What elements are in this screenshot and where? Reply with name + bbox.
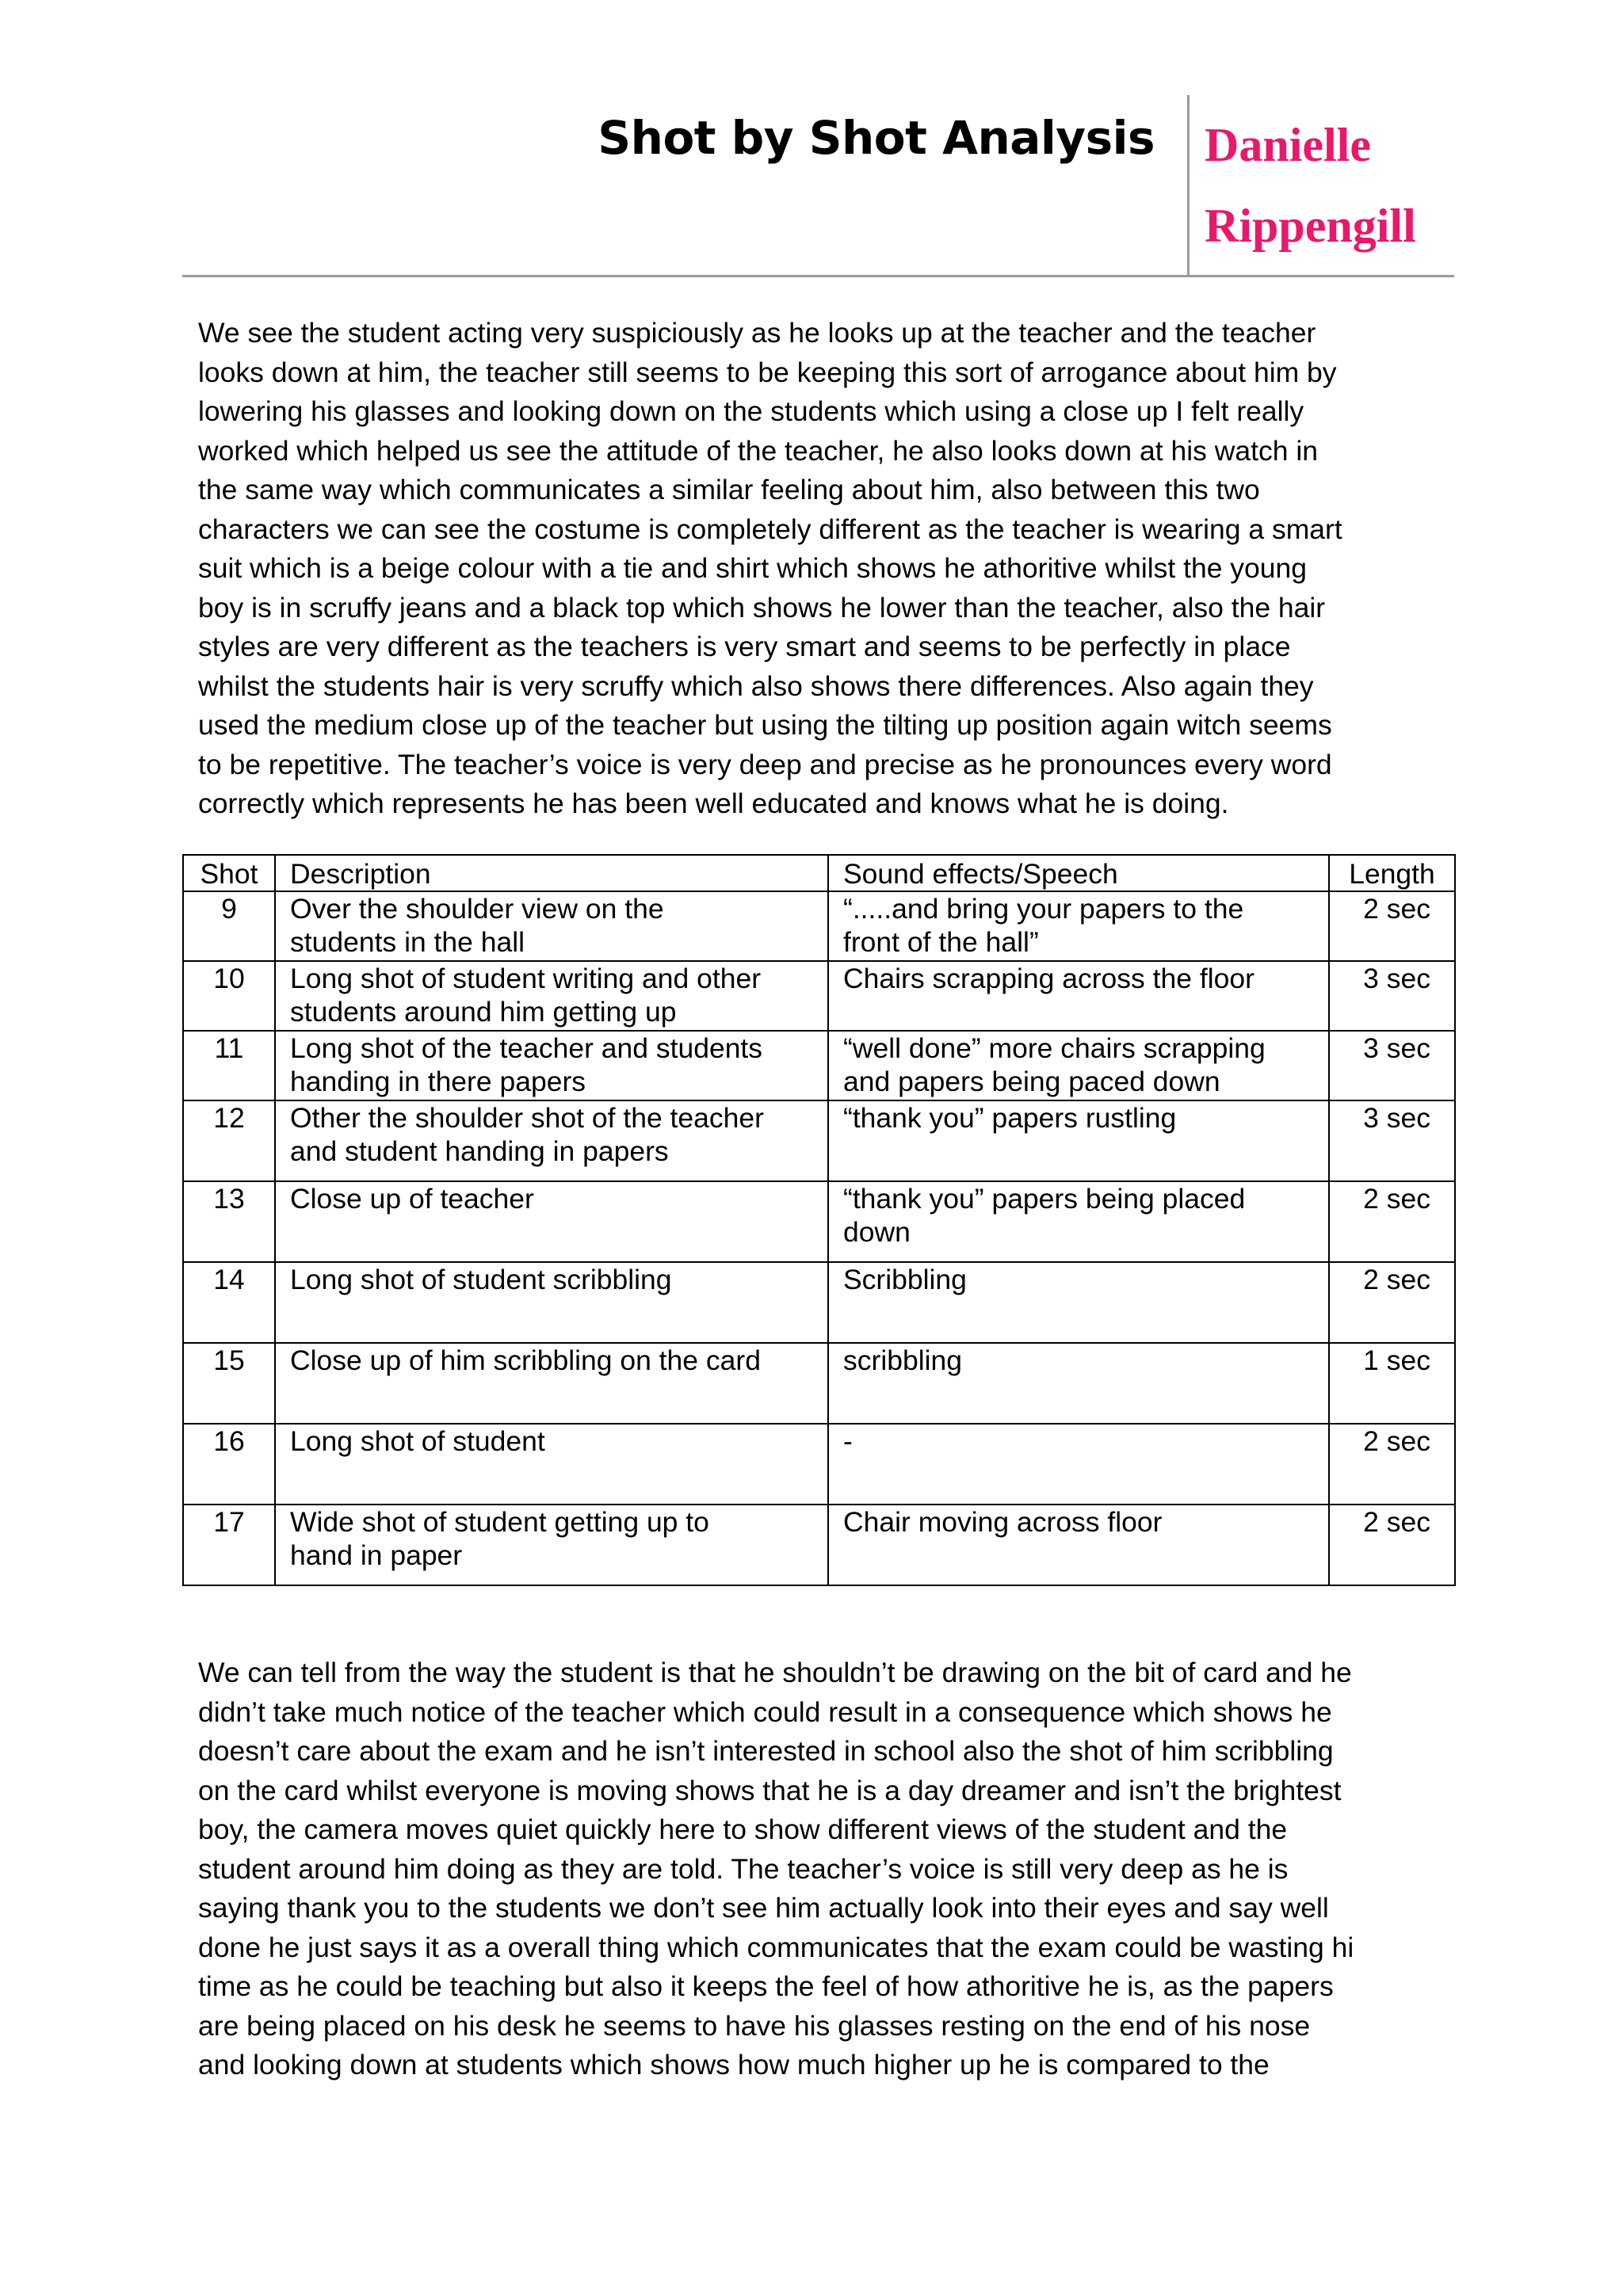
cell-sound — [828, 891, 1329, 961]
paragraph-line: boy is in scruffy jeans and a black top which shows he lower than the teacher, also the hair — [198, 591, 1326, 624]
paragraph-line: saying thank you to the students we don’t see him actually look into their eyes and say well — [198, 1892, 1329, 1924]
cell-sound — [828, 1181, 1329, 1262]
description-line: Long shot of student — [290, 1425, 545, 1457]
description-line: Long shot of student writing and other — [290, 963, 762, 994]
cell-description — [275, 961, 828, 1031]
author-name — [1205, 105, 1416, 266]
paragraph-line: We can tell from the way the student is that he shouldn’t be drawing on the bit of card and he — [198, 1657, 1352, 1688]
paragraph-line: lowering his glasses and looking down on the students which using a close up I felt really — [198, 395, 1304, 427]
sound-line: scribbling — [843, 1344, 962, 1376]
author-first-name: Danielle — [1205, 119, 1371, 171]
table-row — [183, 1424, 1455, 1505]
sound-line: “thank you” papers being placed — [843, 1183, 1246, 1215]
table-row — [183, 1031, 1455, 1100]
cell-sound — [828, 1424, 1329, 1505]
table-row — [183, 961, 1455, 1031]
cell-sound — [828, 1100, 1329, 1181]
paragraph-line: worked which helped us see the attitude of the teacher, he also looks down at his watch in — [198, 434, 1318, 467]
paragraph-line: student around him doing as they are told. The teacher’s voice is still very deep as he is — [198, 1852, 1289, 1885]
paragraph-line: to be repetitive. The teacher’s voice is very deep and precise as he pronounces every word — [198, 748, 1332, 780]
sound-line: “well done” more chairs scrapping — [843, 1032, 1266, 1064]
column-header-sound: Sound effects/Speech — [828, 855, 1329, 891]
cell-length: 3 sec — [1329, 1100, 1455, 1181]
paragraph-line: on the card whilst everyone is moving shows that he is a day dreamer and isn’t the brightest — [198, 1774, 1342, 1806]
table-row — [183, 1343, 1455, 1424]
analysis-paragraph — [198, 1653, 1450, 2085]
cell-length: 2 sec — [1329, 1424, 1455, 1505]
cell-length: 1 sec — [1329, 1343, 1455, 1424]
cell-sound — [828, 961, 1329, 1031]
cell-shot: 17 — [183, 1505, 275, 1585]
description-line: students around him getting up — [290, 996, 677, 1028]
paragraph-line: the same way which communicates a similar feeling about him, also between this two — [198, 474, 1260, 505]
sound-line: down — [843, 1216, 911, 1248]
paragraph-line: are being placed on his desk he seems to have his glasses resting on the end of his nose — [198, 2009, 1311, 2042]
cell-sound — [828, 1505, 1329, 1585]
cell-description — [275, 1031, 828, 1100]
cell-description — [275, 891, 828, 961]
header-divider — [1187, 95, 1190, 276]
cell-description — [275, 1262, 828, 1343]
paragraph-line: characters we can see the costume is completely different as the teacher is wearing a smart — [198, 513, 1342, 545]
paragraph-line: We see the student acting very suspiciously as he looks up at the teacher and the teacher — [198, 317, 1316, 349]
paragraph-line: didn’t take much notice of the teacher which could result in a consequence which shows he — [198, 1695, 1332, 1728]
paragraph-line: time as he could be teaching but also it keeps the feel of how athoritive he is, as the papers — [198, 1970, 1334, 2002]
cell-description — [275, 1424, 828, 1505]
paragraph-line: whilst the students hair is very scruffy which also shows there differences. Also again they — [198, 669, 1314, 702]
cell-description — [275, 1100, 828, 1181]
sound-line: Chairs scrapping across the floor — [843, 963, 1254, 994]
paragraph-line: used the medium close up of the teacher but using the tilting up position again witch seems — [198, 709, 1332, 741]
column-header-shot: Shot — [183, 855, 275, 891]
cell-description — [275, 1181, 828, 1262]
description-line: Wide shot of student getting up to — [290, 1506, 709, 1538]
paragraph-line: and looking down at students which shows how much higher up he is compared to the — [198, 2049, 1270, 2081]
cell-length: 2 sec — [1329, 891, 1455, 961]
paragraph-line: boy, the camera moves quiet quickly here to show different views of the student and the — [198, 1814, 1288, 1845]
description-line: Other the shoulder shot of the teacher — [290, 1102, 764, 1134]
column-header-length: Length — [1329, 855, 1455, 891]
page-header — [182, 95, 1454, 277]
description-line: Long shot of student scribbling — [290, 1264, 672, 1295]
description-line: Over the shoulder view on the — [290, 893, 664, 925]
cell-shot: 11 — [183, 1031, 275, 1100]
paragraph-line: done he just says it as a overall thing which communicates that the exam could be wasting hi — [198, 1931, 1354, 1963]
intro-paragraph — [198, 314, 1450, 824]
cell-shot: 9 — [183, 891, 275, 961]
table-header-row — [183, 855, 1455, 891]
sound-line: Scribbling — [843, 1264, 967, 1295]
shot-table — [182, 854, 1456, 1586]
paragraph-line: correctly which represents he has been well educated and knows what he is doing. — [198, 788, 1229, 819]
table-row — [183, 1505, 1455, 1585]
author-last-name: Rippengill — [1205, 200, 1416, 252]
description-line: Long shot of the teacher and students — [290, 1032, 763, 1064]
cell-length: 2 sec — [1329, 1262, 1455, 1343]
cell-description — [275, 1505, 828, 1585]
cell-shot: 12 — [183, 1100, 275, 1181]
paragraph-line: looks down at him, the teacher still seems to be keeping this sort of arrogance about him by — [198, 356, 1337, 388]
table-row — [183, 1181, 1455, 1262]
description-line: Close up of teacher — [290, 1183, 534, 1215]
cell-shot: 15 — [183, 1343, 275, 1424]
cell-sound — [828, 1262, 1329, 1343]
table-row — [183, 1100, 1455, 1181]
cell-length: 3 sec — [1329, 1031, 1455, 1100]
sound-line: Chair moving across floor — [843, 1506, 1163, 1538]
sound-line: “thank you” papers rustling — [843, 1102, 1177, 1134]
cell-sound — [828, 1031, 1329, 1100]
sound-line: and papers being paced down — [843, 1066, 1220, 1097]
document-title: Shot by Shot Analysis — [598, 111, 1155, 165]
cell-shot: 13 — [183, 1181, 275, 1262]
description-line: handing in there papers — [290, 1066, 586, 1097]
cell-length: 2 sec — [1329, 1505, 1455, 1585]
description-line: and student handing in papers — [290, 1135, 669, 1167]
paragraph-line: doesn’t care about the exam and he isn’t interested in school also the shot of him scribbling — [198, 1735, 1334, 1767]
description-line: hand in paper — [290, 1539, 463, 1571]
description-line: students in the hall — [290, 926, 525, 958]
table-row — [183, 891, 1455, 961]
cell-shot: 10 — [183, 961, 275, 1031]
paragraph-line: suit which is a beige colour with a tie and shirt which shows he athoritive whilst the young — [198, 552, 1308, 584]
cell-length: 2 sec — [1329, 1181, 1455, 1262]
table-row — [183, 1262, 1455, 1343]
cell-description — [275, 1343, 828, 1424]
column-header-description: Description — [275, 855, 828, 891]
cell-length: 3 sec — [1329, 961, 1455, 1031]
cell-shot: 16 — [183, 1424, 275, 1505]
sound-line: “.....and bring your papers to the — [843, 893, 1244, 925]
cell-sound — [828, 1343, 1329, 1424]
cell-shot: 14 — [183, 1262, 275, 1343]
sound-line: - — [843, 1425, 853, 1457]
sound-line: front of the hall” — [843, 926, 1039, 958]
paragraph-line: styles are very different as the teachers is very smart and seems to be perfectly in place — [198, 631, 1291, 662]
description-line: Close up of him scribbling on the card — [290, 1344, 761, 1376]
